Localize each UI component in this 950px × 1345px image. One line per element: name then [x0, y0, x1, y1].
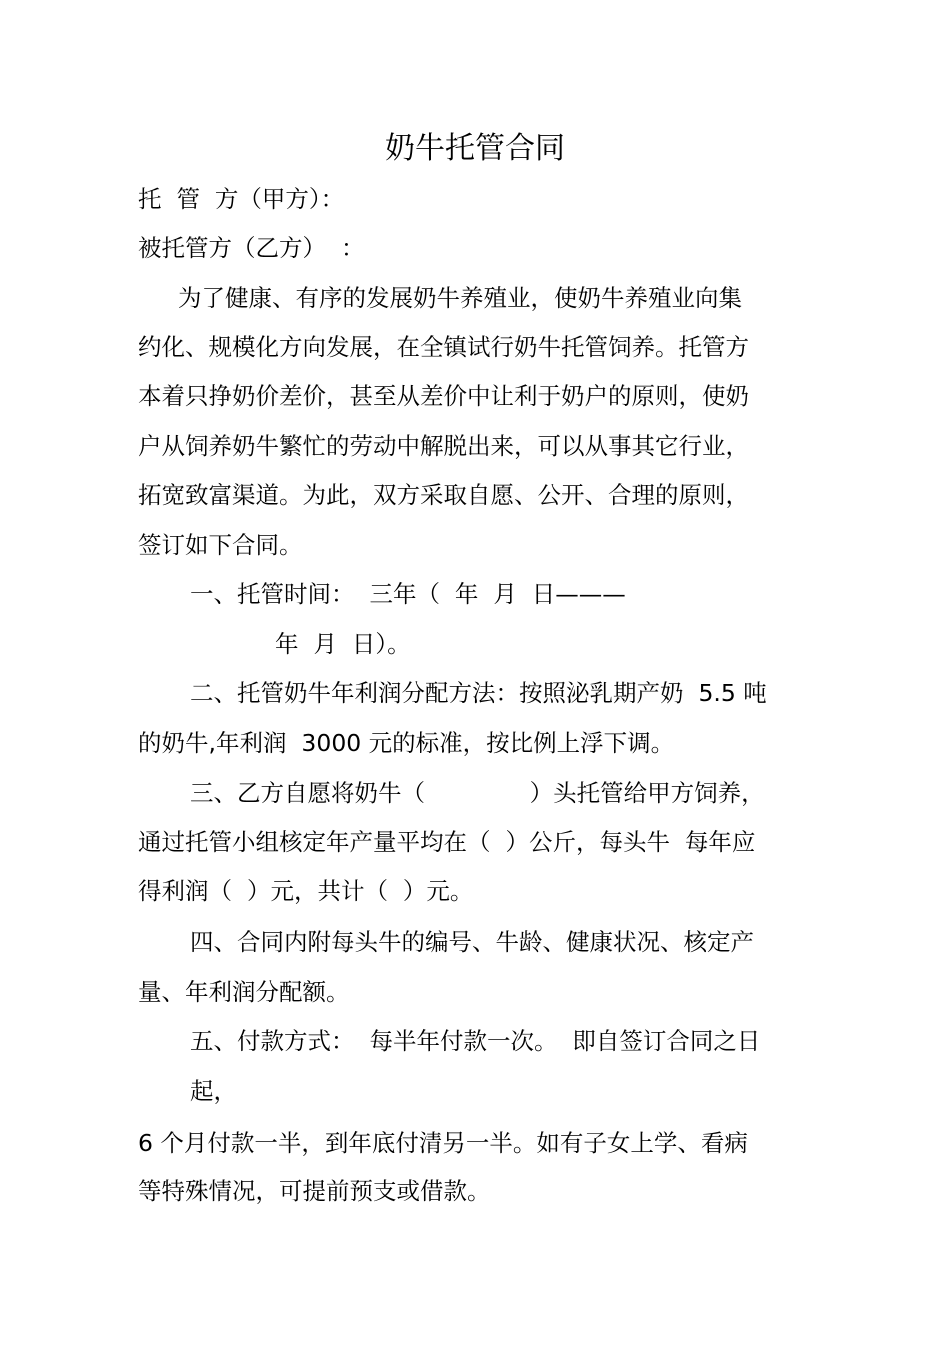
- intro-line: 本着只挣奶价差价，甚至从差价中让利于奶户的原则，使奶: [138, 382, 749, 410]
- clause-1-line: 年 月 日）。: [275, 630, 411, 658]
- clause-3-line: 三、乙方自愿将奶牛（ ）头托管给甲方饲养，: [190, 779, 765, 807]
- intro-line: 约化、规模化方向发展，在全镇试行奶牛托管饲养。托管方: [138, 333, 749, 361]
- party-a-line: 托 管 方（甲方）：: [138, 185, 345, 213]
- clause-5-line: 起，: [190, 1077, 237, 1105]
- intro-line: 为了健康、有序的发展奶牛养殖业，使奶牛养殖业向集: [178, 284, 742, 312]
- party-b-line: 被托管方（乙方） ：: [138, 234, 365, 262]
- clause-1-line: 一、托管时间： 三年（ 年 月 日———: [190, 580, 626, 608]
- document-title: 奶牛托管合同: [385, 131, 565, 166]
- clause-4-line: 四、合同内附每头牛的编号、牛龄、健康状况、核定产: [190, 928, 754, 956]
- clause-3-line: 得利润（ ）元，共计（ ）元。: [138, 877, 474, 905]
- clause-2-line: 的奶牛,年利润 3000 元的标准，按比例上浮下调。: [138, 729, 675, 757]
- clause-5-line: 五、付款方式： 每半年付款一次。 即自签订合同之日: [190, 1027, 761, 1055]
- clause-5-line: 等特殊情况，可提前预支或借款。: [138, 1177, 491, 1205]
- intro-line: 户从饲养奶牛繁忙的劳动中解脱出来，可以从事其它行业，: [138, 432, 749, 460]
- clause-4-line: 量、年利润分配额。: [138, 978, 350, 1006]
- intro-line: 拓宽致富渠道。为此，双方采取自愿、公开、合理的原则，: [138, 481, 749, 509]
- clause-3-line: 通过托管小组核定年产量平均在（ ）公斤，每头牛 每年应: [138, 828, 756, 856]
- intro-line: 签订如下合同。: [138, 531, 303, 559]
- clause-5-line: 6 个月付款一半，到年底付清另一半。如有子女上学、看病: [138, 1129, 748, 1157]
- clause-2-line: 二、托管奶牛年利润分配方法：按照泌乳期产奶 5.5 吨: [190, 679, 767, 707]
